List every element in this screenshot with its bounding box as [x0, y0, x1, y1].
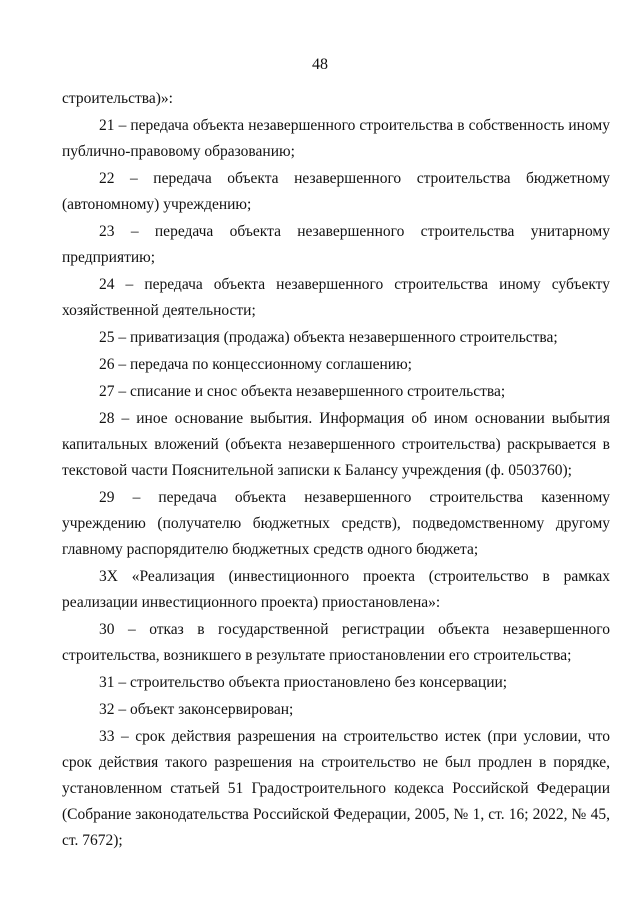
- paragraph-code-23: 23 – передача объекта незавершенного строительства унитарному предприятию;: [62, 223, 610, 266]
- paragraph-code-22: 22 – передача объекта незавершенного строительства бюджетному (автономному) учреждению;: [62, 170, 610, 213]
- paragraph-code-26: 26 – передача по концессионному соглашению;: [99, 356, 412, 373]
- paragraph-code-27: 27 – списание и снос объекта незавершенного строительства;: [99, 383, 506, 400]
- page-number: 48: [312, 56, 328, 73]
- paragraph-code-24: 24 – передача объекта незавершенного строительства иному субъекту хозяйственной деятельности;: [62, 276, 610, 319]
- paragraph-code-3x: 3Х «Реализация (инвестиционного проекта (строительство в рамках реализации инвестиционного проекта) приостановлена»:: [62, 568, 610, 611]
- paragraph-code-31: 31 – строительство объекта приостановлено без консервации;: [99, 674, 508, 691]
- paragraph-code-25: 25 – приватизация (продажа) объекта незавершенного строительства;: [99, 329, 558, 346]
- paragraph-code-29: 29 – передача объекта незавершенного строительства казенному учреждению (получателю бюджетных средств), подведомственному другому главному распорядителю бюджетных средств одного бюджета;: [62, 489, 610, 558]
- document-body: [62, 86, 610, 855]
- paragraph-code-21: 21 – передача объекта незавершенного строительства в собственность иному публично-правовому образованию;: [62, 117, 610, 160]
- paragraph-continuation: строительства)»:: [62, 90, 173, 107]
- paragraph-code-32: 32 – объект законсервирован;: [99, 701, 294, 718]
- paragraph-code-30: 30 – отказ в государственной регистрации объекта незавершенного строительства, возникшего в результате приостановлении его строительства;: [62, 621, 610, 664]
- paragraph-code-28: 28 – иное основание выбытия. Информация об ином основании выбытия капитальных вложений (объекта незавершенного строительства) раскрывается в текстовой части Пояснительной записки к Балансу учреждения (ф. 0503760);: [62, 410, 610, 479]
- paragraph-code-33: 33 – срок действия разрешения на строительство истек (при условии, что срок действия такого разрешения на строительство не был продлен в порядке, установленном статьей 51 Градостроительного кодекса Российской Федерации (Собрание законодательства Российской Федерации, 2005, № 1, ст. 16; 2022, № 45, ст. 7672);: [62, 728, 610, 849]
